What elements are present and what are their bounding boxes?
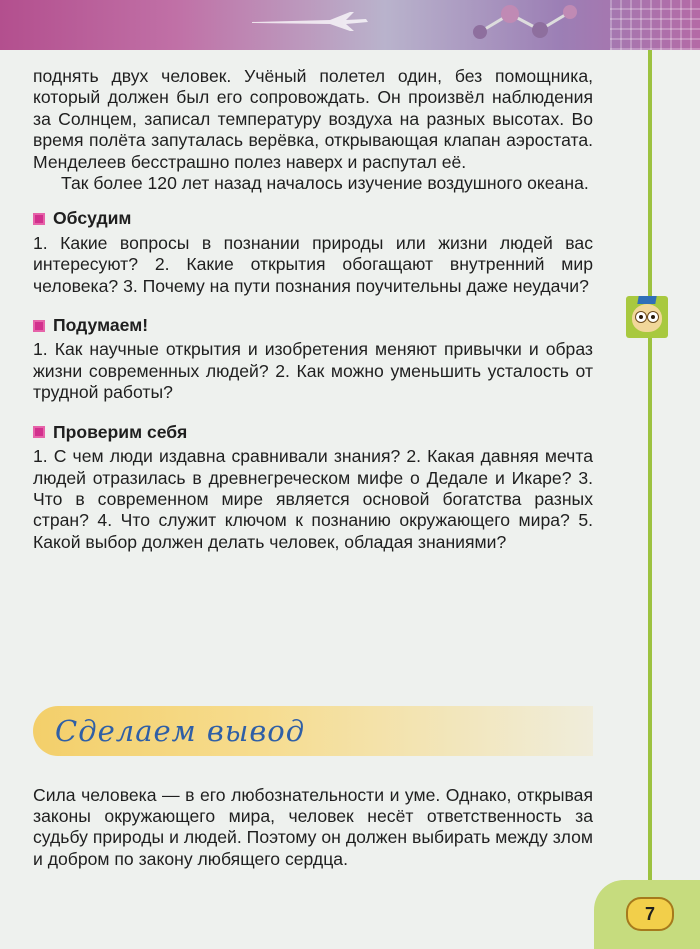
- heading-text: Обсудим: [53, 208, 132, 229]
- conclusion-banner: [33, 706, 593, 756]
- owl-eye-left: [635, 311, 647, 323]
- bullet-square-icon: [33, 213, 45, 225]
- section-heading-discuss: [33, 208, 593, 229]
- bullet-square-icon: [33, 320, 45, 332]
- section-heading-think: [33, 315, 593, 336]
- margin-rule: [648, 50, 652, 880]
- owl-icon: [626, 296, 668, 338]
- owl-eye-right: [647, 311, 659, 323]
- page-number: 7: [626, 897, 674, 931]
- discuss-questions: 1. Какие вопросы в познании природы или жизни людей вас интересуют? 2. Какие открытия обогащают внутренний мир человека? 3. Почему на пути познания поучительны даже неудачи?: [33, 232, 593, 296]
- check-questions: 1. С чем люди издавна сравнивали знания? 2. Какая давняя мечта людей отразилась в древнегреческом мифе о Дедале и Икаре? 3. Что в современном мире является основой богатства разных стран? 4. Что служит ключом к познанию окружающего мира? 5. Какой выбор должен делать человек, обладая знаниями?: [33, 446, 593, 552]
- heading-text: Проверим себя: [53, 421, 188, 442]
- conclusion-text: Сила человека — в его любознательности и уме. Однако, открывая законы окружающего мира, человек несёт ответственность за судьбу природы и людей. Поэтому он должен выбирать между злом и добром по закону любящего сердца.: [33, 784, 593, 869]
- owl-face: [632, 304, 662, 332]
- paragraph-mendeleev: поднять двух человек. Учёный полетел один, без помощника, который должен был его сопровождать. Он произвёл наблюдения за Солнцем, записал температуру воздуха на разных высотах. Во время полёта запуталась верёвка, открывающая клапан аэростата. Менделеев бесстрашно полез наверх и распутал её.: [33, 66, 593, 172]
- section-heading-check: [33, 422, 593, 443]
- header-banner: [0, 0, 700, 50]
- heading-text: Подумаем!: [53, 315, 149, 336]
- keyboard-pattern: [610, 0, 700, 50]
- bullet-square-icon: [33, 426, 45, 438]
- airplane-icon: [250, 10, 370, 32]
- graduation-cap-icon: [637, 296, 656, 304]
- paragraph-ocean: Так более 120 лет назад началось изучение воздушного океана.: [61, 173, 589, 194]
- molecule-icon: [470, 2, 580, 46]
- main-text: [33, 66, 593, 553]
- conclusion-heading: Сделаем вывод: [55, 714, 306, 748]
- think-questions: 1. Как научные открытия и изобретения меняют привычки и образ жизни современных людей? 2. Как можно уменьшить усталость от трудной работы?: [33, 339, 593, 403]
